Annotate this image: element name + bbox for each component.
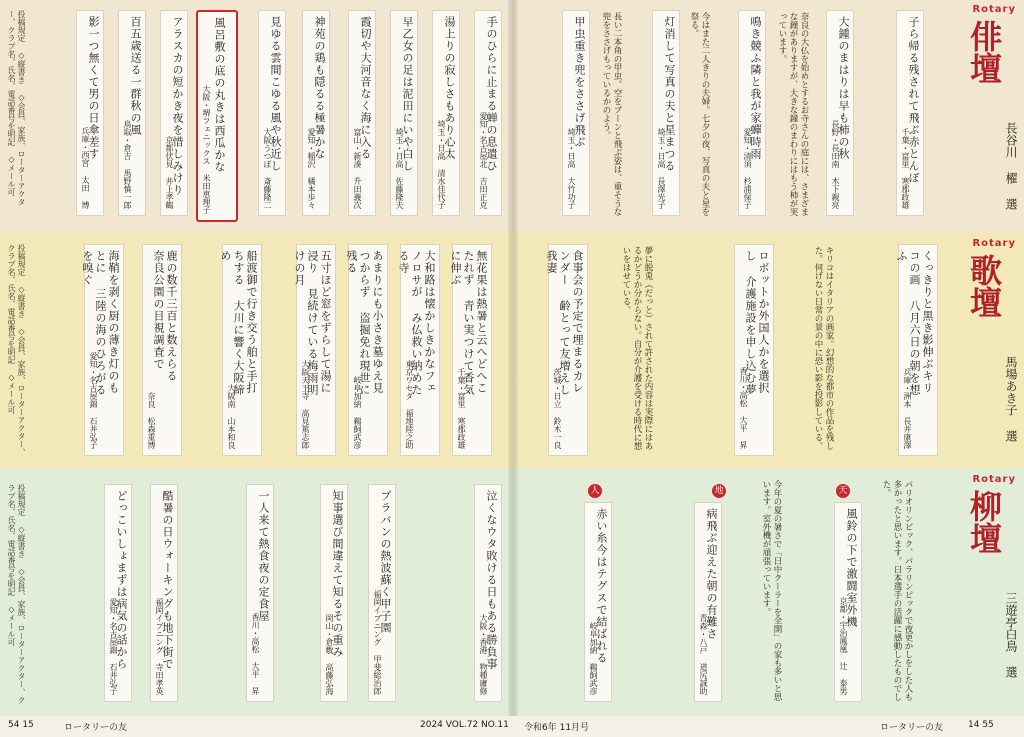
poem-text: 百五歳送る一群秋の風: [129, 16, 142, 136]
poem-text: 船渡御で行き交う舶と手打ちする 大川に響く大阪締め: [219, 250, 258, 396]
poem-author: 大阪・香港 物種庸修: [479, 614, 488, 695]
haidan-poem-card: [76, 10, 104, 216]
ryudan-title: 柳壇: [965, 490, 1003, 554]
poem-text: 霞切や大河音なく海に入る: [359, 16, 372, 160]
poem-author: 富山・新湊 升田義次: [353, 128, 362, 209]
kadan-poem-card: [219, 244, 262, 456]
ryudan-poem-card: [104, 484, 132, 702]
kadan-header: [956, 238, 1018, 464]
haidan-header: [956, 4, 1018, 226]
poem-text: 食事会の予定で埋まるカレンダー 齢とって友増えし我妻: [545, 250, 584, 396]
ryudan-tag: Rotary: [972, 474, 1016, 485]
person-badge: 人: [588, 484, 602, 498]
poem-author: 埼玉・日高 大竹功子: [567, 128, 576, 209]
poem-author: 愛知・清須 杉浦保子: [743, 128, 752, 209]
poem-author: 兵庫・西宮 太田 博: [81, 127, 90, 209]
ryudan-poem-card: [368, 484, 396, 702]
haidan-poem-card: [160, 10, 188, 216]
poem-author: 岐阜加納 鵜飼武彦: [353, 376, 362, 449]
right-magazine-title: ロータリーの友: [880, 723, 944, 733]
poem-text: あまりにも小さき墓ゆえ見つからず 盗掘免れ現世に残る: [345, 250, 384, 396]
poem-author: 東京ワセダ 福地陸之助: [405, 360, 414, 449]
poem-author: 千葉・富里 寒郡政雄: [901, 128, 910, 209]
poem-author: 愛知・稲沢 橘本歩々: [307, 128, 316, 209]
ryudan-poem-card: [246, 484, 274, 702]
poem-text: 見ゆる雲間こゆる風や秋近し: [269, 16, 282, 172]
poem-author: 香川・高松 大平 昇: [251, 613, 260, 695]
poem-author: 大阪南 山本和良: [227, 384, 236, 449]
poem-text: くっきりと黒き影伸ぶキリコの画 八月六日の朝を想ふ: [895, 250, 934, 396]
poem-author: 福岡イブニング 寺田孝英: [155, 598, 164, 695]
poem-text: 知事選び間違えて知るその重み: [331, 490, 344, 658]
ryudan-poem-card: [320, 484, 348, 702]
poem-author: 鳥取・倉吉 馬野慎一郎: [123, 120, 132, 209]
kadan-selector: 馬場あき子 選: [1004, 356, 1018, 442]
poem-text: 影一つ無くて男の日傘差す: [87, 16, 100, 160]
kadan-poem-card: [449, 244, 492, 456]
kadan-poem-card: [397, 244, 440, 456]
poem-author: 奈良 松森重博: [147, 392, 156, 449]
poem-author: 埼玉・日高 長澤光子: [657, 128, 666, 209]
submission-rules: 投稿規定 ◇縦書き ◇会員、家族、ローターアクター、クラブ名、氏名、電話番号を明記 ◇メール可: [7, 484, 26, 704]
poem-author: 京都伏見 井上孝鶴: [165, 136, 174, 209]
kadan-poem-card: [81, 244, 124, 456]
ryudan-poem-card: [150, 484, 178, 702]
poem-text: 鹿の数千三百と数えらる 奈良公園の目視調査で: [152, 250, 178, 382]
kadan-poem-card: [293, 244, 336, 456]
poem-author: 香川・高松 大平 昇: [739, 367, 748, 449]
haidan-tag: Rotary: [972, 4, 1016, 15]
poem-text: 子ら帰る残されて飛ぶ赤とんぼ: [907, 16, 920, 184]
ryudan-header: [956, 474, 1018, 712]
poem-text: ロボットか外国人かを選択し 介護施設を申し込む夢: [744, 250, 770, 396]
haidan-selector: 長谷川 櫂 選: [1004, 122, 1018, 210]
haidan-poem-card: [118, 10, 146, 216]
haidan-poem-card: [652, 10, 680, 216]
poem-text: 病飛ぶ迎えた朝の有難さ: [705, 508, 718, 640]
haidan-poem-card: [348, 10, 376, 216]
poem-author: 長野・長田南 木下親亮: [831, 120, 840, 209]
poem-text: アラスカの短かき夜を惜しみけり: [171, 16, 184, 196]
poem-author: 埼玉・日高 清水佳代子: [437, 120, 446, 209]
poem-author: 愛知・名古屋錦 石井弘子: [109, 598, 118, 695]
haidan-poem-card: [826, 10, 854, 216]
ryudan-poem-card: [474, 484, 502, 702]
poem-text: 甲虫重き兜をささげ飛ぶ: [573, 16, 586, 148]
poem-text: 湯上りの寂しさもあり心太: [443, 16, 456, 160]
poem-text: 鳴き競ふ隣と我が家蟬時雨: [749, 16, 762, 160]
ryudan-selector: 三遊亭白鳥 選: [1004, 592, 1018, 678]
haidan-poem-card: [474, 10, 502, 216]
haidan-title: 俳壇: [965, 20, 1003, 84]
poem-text: 酷暑の日ウォーキングも地下街で: [161, 490, 174, 670]
poem-author: 京都・宇治鳳凰 辻 泰男: [839, 597, 848, 695]
poem-author: 千葉・富里 寒郡政雄: [457, 368, 466, 449]
volume-info: 2024 VOL.72 NO.11: [420, 720, 509, 730]
haidan-comment: 長い二本角の甲虫。空をブーンと飛ぶ姿は、重そうな兜をささげもっているかのよう。: [601, 12, 622, 216]
haidan-poem-card: [738, 10, 766, 216]
submission-rules: 投稿規定 ◇縦書き ◇会員、家族、ローターアクター、クラブ名、氏名、電話番号を明記 ◇メール可: [7, 244, 26, 456]
left-magazine-title: ロータリーの友: [64, 723, 128, 733]
poem-author: 福岡イブニング 甲斐総治郎: [373, 590, 382, 695]
poem-text: 無花果は熱暑と云へどへこたれず 青い実つけて香気に伸ぶ: [449, 250, 488, 396]
kadan-poem-card: [895, 244, 938, 456]
poem-author: 大阪・堺フェニックス 米田恵理子: [202, 85, 211, 214]
haidan-comment: 今はまた二人きりの夫婦。七夕の夜、写真の夫と星を祭る。: [689, 12, 710, 216]
earth-badge: 地: [712, 484, 726, 498]
ryudan-poem-card: [694, 502, 722, 702]
poem-author: 岡山・倉敷 高藤弘海: [325, 614, 334, 695]
kadan-poem-card: [345, 244, 388, 456]
heaven-badge: 天: [836, 484, 850, 498]
submission-rules: 投稿規定 ◇縦書き ◇会員、家族、ローターアクター、クラブ名、氏名、電話番号を明記 ◇メール可: [7, 10, 26, 206]
left-page-number: 54 15: [8, 720, 34, 730]
poem-author: 埼玉・日高 佐藤隆夫: [395, 128, 404, 209]
kadan-poem-card: [142, 244, 182, 456]
poem-text: 一人来て熱食夜の定食屋: [257, 490, 270, 622]
poem-text: 大鍾のまはりは早も柿の秋: [837, 16, 850, 160]
poem-author: 愛知・名古屋北 吉田正克: [479, 112, 488, 209]
poem-text: 風鈴の下で激闘室外機: [845, 508, 858, 628]
kadan-comment: 夢に脱兎（だっと）されて許された内容は実際にはあるかどうか分からない。自分が介護を受ける時代に想いをはせている。: [621, 246, 653, 450]
poem-text: どっこいしょまずは病気の話から: [115, 490, 128, 670]
poem-author: 兵庫・洲本 長井康澤: [903, 368, 912, 449]
haidan-poem-card: [432, 10, 460, 216]
poem-text: 赤い糸今はテグスで結ばれる: [595, 508, 608, 664]
kadan-title: 歌壇: [965, 254, 1003, 318]
ryudan-comment: パリオリンピック、パラリンピックで夜更かしをした人も多かったと思います。日本選手の活躍に感動したものでした。: [881, 480, 913, 701]
poem-author: 大阪天王寺 高見篤志郎: [301, 360, 310, 449]
poem-author: 愛知・名古屋錦 石井弘子: [89, 352, 98, 449]
poem-text: 海鞘を剥く厨の薄き灯のもとに 三陸の海のひろがるを嗅ぐ: [81, 250, 120, 396]
haidan-poem-card-highlighted: [196, 10, 238, 222]
ryudan-comment: 今年の夏の暑さで「日中クーラーを全開」の家も多いと思います。室外機が頑張っています。: [761, 480, 782, 701]
haidan-poem-card: [390, 10, 418, 216]
haidan-poem-card: [562, 10, 590, 216]
kadan-tag: Rotary: [972, 238, 1016, 249]
poem-author: 青森・八戸 道尻誠助: [699, 614, 708, 695]
kadan-poem-card: [734, 244, 774, 456]
poem-author: 岐阜加納 鵜飼武彦: [589, 622, 598, 695]
poem-text: 大和路は懐かしきかなフェノロサが み仏救い納めたる寺: [397, 250, 436, 396]
issue-date: 令和6年 11月号: [524, 723, 590, 733]
haidan-poem-card: [258, 10, 286, 216]
poem-text: 神苑の鶏も隠るる極暑かな: [313, 16, 326, 160]
poem-text: 早乙女の足は泥田にいや白し: [401, 16, 414, 172]
haidan-poem-card: [896, 10, 924, 216]
page-footer: [0, 716, 1024, 737]
poem-author: 茨城・日立 鈴木一良: [553, 368, 562, 449]
haidan-comment: 奈良の大仏を始めとするお寺さんの庭には、さまざまな鐘がありますが、大きな鐘のまわりにはもう柿が実っています。: [777, 12, 809, 216]
ryudan-poem-card: [584, 502, 612, 702]
right-page-number: 14 55: [968, 720, 994, 730]
poem-author: 大阪うつぼ 斎藤隆二: [263, 128, 272, 209]
poem-text: 手のひらに止まる蝉の息遣ひ: [485, 16, 498, 172]
poem-text: プラバンの熱波蘇く甲子園: [379, 490, 392, 634]
haidan-poem-card: [302, 10, 330, 216]
poem-text: 泣くなウタ敗ける日もある勝負事: [485, 490, 498, 670]
poem-text: 灯消して写真の夫と星まつる: [663, 16, 676, 172]
poem-text: 風呂敷の底の丸きは西瓜かな: [213, 17, 226, 173]
poem-text: 五寸ほど窓をずらして湯に浸り 見続けている梅雨明けの月: [293, 250, 332, 396]
page-gutter: [508, 0, 518, 716]
kadan-poem-card: [545, 244, 588, 456]
kadan-comment: キリコはイタリアの画家。幻想的な都市の作品を残した。何げない日常の景の中に恐い影を投影している。: [813, 246, 834, 450]
ryudan-poem-card: [834, 502, 862, 702]
